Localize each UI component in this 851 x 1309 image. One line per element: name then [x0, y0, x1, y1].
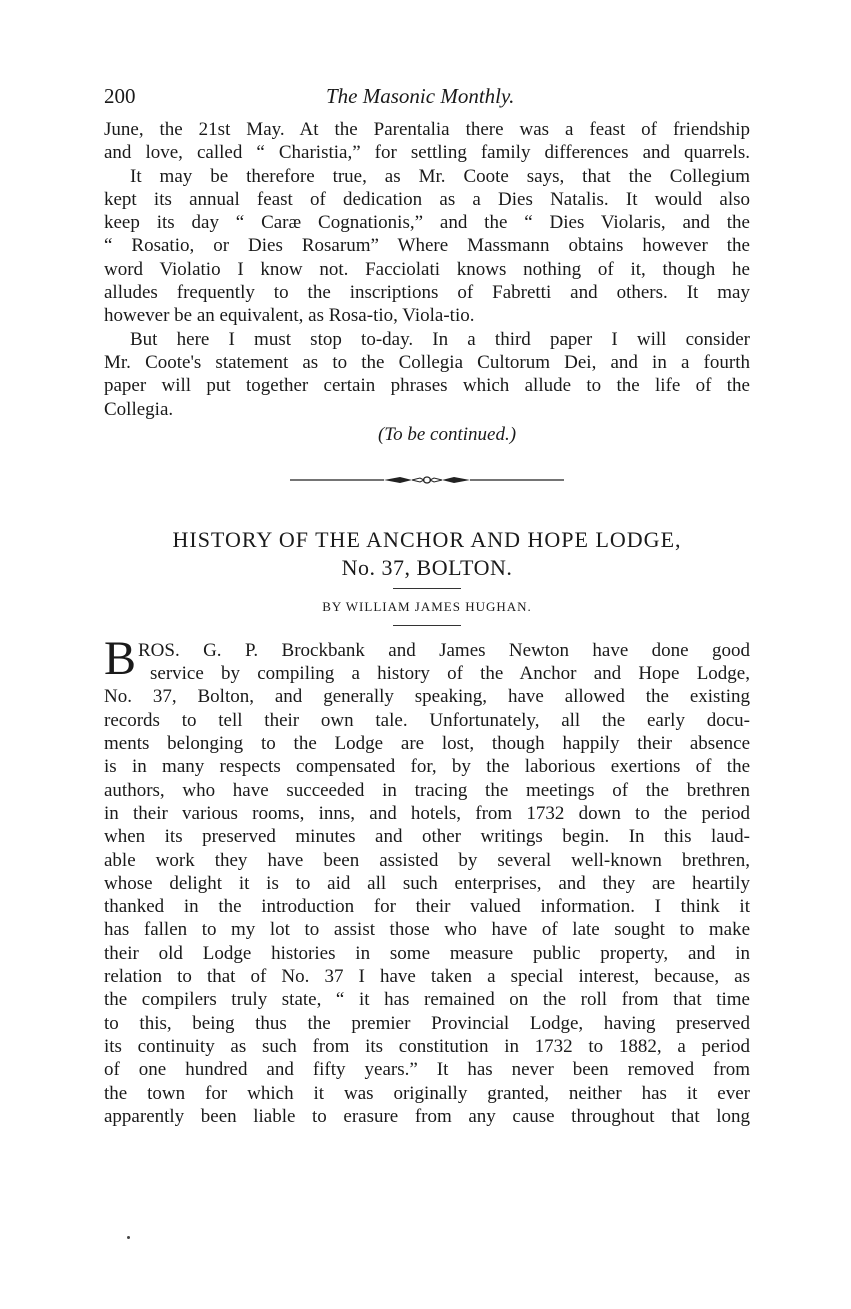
- text-line: the town for which it was originally granted, neither has it ever: [104, 1082, 750, 1104]
- to-be-continued: [104, 423, 750, 446]
- text-line: ments belonging to the Lodge are lost, though happily their absence: [104, 733, 750, 755]
- drop-cap: B: [104, 631, 137, 685]
- article-body: [104, 631, 750, 1128]
- article-title: HISTORY OF THE ANCHOR AND HOPE LODGE,: [172, 526, 682, 552]
- text-line: keep its day “ Caræ Cognationis,” and the “ Dies Violaris, and the: [104, 212, 750, 234]
- text-line: to this, being thus the premier Provincial Lodge, having preserved: [104, 1012, 750, 1034]
- text-line: when its preserved minutes and other writings begin. In this laud-: [104, 826, 750, 848]
- text-line: kept its annual feast of dedication as a Dies Natalis. It would also: [104, 188, 750, 210]
- text-line: records to tell their own tale. Unfortunately, all the early docu-: [104, 709, 750, 731]
- previous-article-text: [104, 118, 750, 421]
- text-line: Mr. Coote's statement as to the Collegia Cultorum Dei, and in a fourth: [104, 351, 750, 373]
- text-line: service by compiling a history of the Anchor and Hope Lodge,: [150, 663, 750, 685]
- text-line: Collegia.: [104, 398, 174, 420]
- text-line: relation to that of No. 37 I have taken a special interest, because, as: [104, 966, 750, 988]
- title-rule: [393, 588, 461, 589]
- text-line: June, the 21st May. At the Parentalia there was a feast of friendship: [104, 119, 750, 140]
- to-be-continued-text: (To be continued.): [377, 423, 517, 445]
- text-line: alludes frequently to the inscriptions of Fabretti and others. It may: [104, 282, 750, 304]
- text-line: “ Rosatio, or Dies Rosarum” Where Massmann obtains however the: [104, 235, 750, 257]
- text-line: of one hundred and fifty years.” It has never been removed from: [104, 1059, 750, 1081]
- section-divider-ornament: [290, 474, 564, 486]
- text-line: is in many respects compensated for, by the laborious exertions of the: [104, 756, 750, 778]
- article-lines: [104, 639, 750, 1128]
- page: [104, 84, 750, 1128]
- text-line: paper will put together certain phrases which allude to the life of the: [104, 375, 750, 397]
- text-line: word Violatio I know not. Facciolati knows nothing of it, though he: [104, 258, 750, 280]
- text-line: however be an equivalent, as Rosa-tio, Viola-tio.: [104, 305, 475, 327]
- article-subtitle: No. 37, BOLTON.: [341, 554, 513, 580]
- text-line: and love, called “ Charistia,” for settling family differences and quarrels.: [104, 142, 750, 164]
- text-line: authors, who have succeeded in tracing the meetings of the brethren: [104, 779, 750, 801]
- text-line: apparently been liable to erasure from any cause throughout that long: [104, 1105, 750, 1127]
- text-line: But here I must stop to-day. In a third paper I will consider: [130, 328, 750, 350]
- text-line: ROS. G. P. Brockbank and James Newton have done good: [138, 639, 750, 661]
- text-line: their old Lodge histories in some measure public property, and in: [104, 942, 750, 964]
- text-line: able work they have been assisted by several well-known brethren,: [104, 849, 750, 871]
- running-head: [104, 84, 750, 118]
- text-line: No. 37, Bolton, and generally speaking, have allowed the existing: [104, 686, 750, 708]
- byline-rule: [393, 625, 461, 626]
- text-line: its continuity as such from its constitution in 1732 to 1882, a period: [104, 1035, 750, 1057]
- journal-title: The Masonic Monthly.: [326, 84, 515, 108]
- text-line: the compilers truly state, “ it has remained on the roll from that time: [104, 989, 750, 1011]
- page-number: 200: [104, 84, 136, 108]
- text-line: thanked in the introduction for their valued information. I think it: [104, 896, 750, 918]
- stray-mark: [127, 1236, 130, 1239]
- text-line: whose delight it is to aid all such enterprises, and they are heartily: [104, 872, 750, 894]
- text-line: It may be therefore true, as Mr. Coote says, that the Collegium: [130, 165, 750, 187]
- text-line: has fallen to my lot to assist those who have of late sought to make: [104, 919, 750, 941]
- text-line: in their various rooms, inns, and hotels, from 1732 down to the period: [104, 802, 750, 824]
- article-byline: BY WILLIAM JAMES HUGHAN.: [322, 598, 532, 614]
